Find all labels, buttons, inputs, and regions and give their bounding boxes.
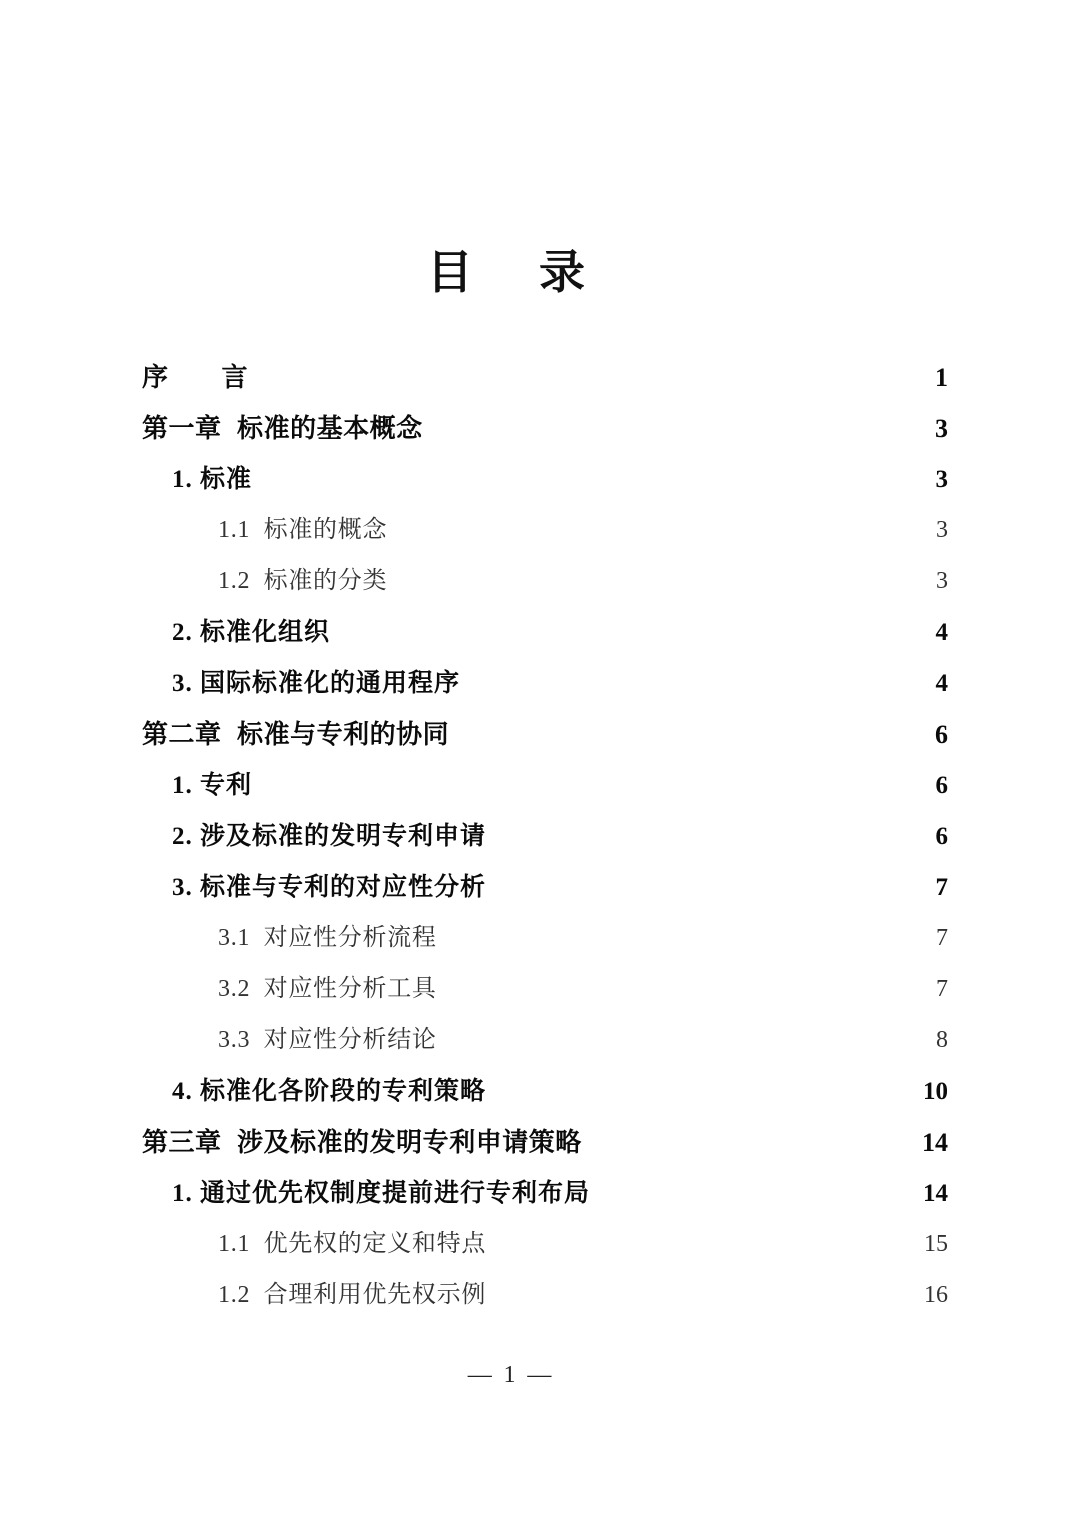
toc-dot-leader: [487, 1083, 922, 1099]
toc-entry-page-number: 16: [924, 1282, 948, 1308]
toc-entry-label: 1.1 标准的概念: [218, 517, 388, 543]
toc-entry[interactable]: [0, 607, 1080, 658]
toc-dot-leader: [388, 572, 935, 588]
toc-entry-label: 3. 标准与专利的对应性分析: [172, 874, 487, 901]
toc-dot-leader: [450, 727, 934, 743]
toc-entry-page-number: 6: [935, 772, 948, 799]
toc-entry-page-number: 10: [923, 1078, 948, 1105]
toc-entry[interactable]: [0, 403, 1080, 454]
toc-dot-leader: [253, 471, 934, 487]
toc-dot-leader: [249, 370, 934, 386]
toc-entry-label: 1.2 合理利用优先权示例: [218, 1282, 487, 1308]
toc-entry-page-number: 4: [935, 619, 948, 646]
toc-entry[interactable]: [0, 1270, 1080, 1321]
toc-dot-leader: [424, 421, 934, 437]
toc-dot-leader: [461, 675, 934, 691]
toc-dot-leader: [487, 828, 934, 844]
toc-entry-page-number: 7: [936, 976, 948, 1002]
toc-entry[interactable]: [0, 352, 1080, 403]
toc-entry[interactable]: [0, 454, 1080, 505]
toc-entry-page-number: 3: [936, 568, 948, 594]
toc-entry-label: 第二章 标准与专利的协同: [142, 719, 450, 749]
table-of-contents: [0, 352, 1080, 1321]
toc-entry[interactable]: [0, 862, 1080, 913]
toc-entry[interactable]: [0, 1168, 1080, 1219]
toc-entry[interactable]: [0, 658, 1080, 709]
toc-entry-label: 1.2 标准的分类: [218, 568, 388, 594]
toc-dot-leader: [253, 777, 934, 793]
toc-dot-leader: [583, 1135, 921, 1151]
toc-entry[interactable]: [0, 964, 1080, 1015]
toc-entry-label: 2. 标准化组织: [172, 619, 331, 646]
toc-entry-page-number: 15: [924, 1231, 948, 1257]
toc-entry[interactable]: [0, 913, 1080, 964]
toc-entry-label: 1. 标准: [172, 466, 253, 493]
toc-entry-page-number: 3: [935, 414, 948, 443]
toc-entry[interactable]: [0, 1015, 1080, 1066]
toc-entry-page-number: 7: [935, 874, 948, 901]
toc-entry-label: 3.2 对应性分析工具: [218, 976, 437, 1002]
toc-entry-page-number: 4: [935, 670, 948, 697]
toc-entry-label: 第一章 标准的基本概念: [142, 413, 423, 443]
toc-entry[interactable]: [0, 1219, 1080, 1270]
toc-entry-label: 1. 通过优先权制度提前进行专利布局: [172, 1180, 591, 1207]
toc-entry-page-number: 14: [922, 1128, 948, 1157]
toc-dot-leader: [487, 1286, 923, 1302]
toc-entry-page-number: 6: [935, 720, 948, 749]
page-footer: — 1 —: [467, 1362, 555, 1388]
toc-entry-label: 序 言: [142, 362, 249, 392]
toc-entry-label: 4. 标准化各阶段的专利策略: [172, 1078, 487, 1105]
toc-entry[interactable]: [0, 709, 1080, 760]
toc-entry-label: 3. 国际标准化的通用程序: [172, 670, 461, 697]
toc-entry[interactable]: [0, 556, 1080, 607]
toc-dot-leader: [331, 624, 934, 640]
toc-entry-label: 2. 涉及标准的发明专利申请: [172, 823, 487, 850]
toc-entry[interactable]: [0, 1066, 1080, 1117]
toc-entry-page-number: 3: [935, 466, 948, 493]
toc-dot-leader: [487, 1235, 923, 1251]
toc-dot-leader: [388, 521, 935, 537]
toc-entry[interactable]: [0, 760, 1080, 811]
toc-entry-label: 1.1 优先权的定义和特点: [218, 1231, 487, 1257]
toc-entry-label: 第三章 涉及标准的发明专利申请策略: [142, 1127, 582, 1157]
toc-entry-page-number: 8: [936, 1027, 948, 1053]
toc-dot-leader: [591, 1185, 922, 1201]
toc-entry-page-number: 7: [936, 925, 948, 951]
toc-entry-page-number: 1: [935, 363, 948, 392]
toc-entry-page-number: 3: [936, 517, 948, 543]
toc-dot-leader: [438, 980, 935, 996]
toc-dot-leader: [438, 929, 935, 945]
toc-entry-label: 1. 专利: [172, 772, 253, 799]
toc-dot-leader: [487, 879, 934, 895]
page-title: 目 录: [426, 247, 596, 298]
toc-entry[interactable]: [0, 505, 1080, 556]
toc-entry-page-number: 14: [923, 1180, 948, 1207]
toc-entry-page-number: 6: [935, 823, 948, 850]
toc-dot-leader: [438, 1031, 935, 1047]
toc-entry[interactable]: [0, 1117, 1080, 1168]
toc-entry-label: 3.1 对应性分析流程: [218, 925, 437, 951]
toc-entry[interactable]: [0, 811, 1080, 862]
toc-entry-label: 3.3 对应性分析结论: [218, 1027, 437, 1053]
